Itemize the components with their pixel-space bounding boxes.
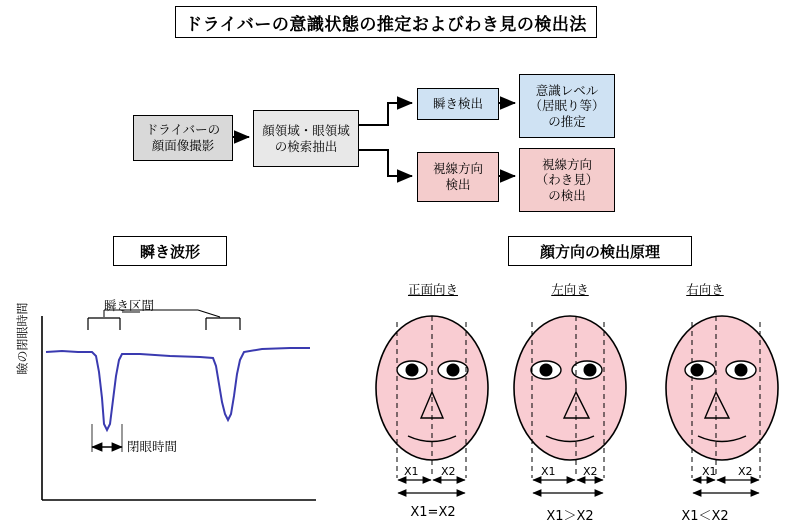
face-relation-front: X1=X2 bbox=[410, 505, 456, 520]
flow-box-level-line3: の推定 bbox=[548, 113, 586, 129]
face-relation-left: X1＞X2 bbox=[546, 509, 594, 524]
face-left-x2-label: X2 bbox=[583, 465, 598, 478]
flow-box-gaze-line2: 検出 bbox=[445, 177, 471, 192]
face-front bbox=[376, 316, 488, 493]
face-front-x2-label: X2 bbox=[441, 465, 456, 478]
face-title-front: 正面向き bbox=[407, 282, 458, 297]
chart-y-axis-label: 瞼の閉眼時間 bbox=[15, 302, 30, 375]
flow-box-gazedir-line1: 視線方向 bbox=[541, 156, 592, 172]
waveform-line bbox=[46, 348, 310, 430]
flow-box-capture bbox=[133, 115, 233, 161]
flow-box-gazedir-line3: の検出 bbox=[548, 187, 586, 203]
section-header-face-principle bbox=[508, 236, 692, 266]
page-title-text: ドライバーの意識状態の推定およびわき見の検出法 bbox=[185, 14, 587, 35]
face-left bbox=[514, 316, 626, 493]
face-right-x2-label: X2 bbox=[738, 465, 753, 478]
face-right-x1-label: X1 bbox=[702, 465, 717, 478]
flow-box-capture-line1: ドライバーの bbox=[145, 122, 221, 138]
face-front-x1-label: X1 bbox=[404, 465, 419, 478]
flow-box-extract bbox=[253, 110, 359, 167]
page-title bbox=[175, 6, 597, 38]
close-time-arrow bbox=[92, 424, 122, 452]
chart-label-close-time: 閉眼時間 bbox=[127, 439, 178, 454]
section-header-face-principle-text: 顔方向の検出原理 bbox=[539, 242, 660, 261]
blink-waveform-chart bbox=[42, 310, 316, 500]
flow-box-level-line2: （居眠り等） bbox=[529, 98, 605, 114]
flow-box-consciousness-level bbox=[519, 74, 615, 138]
section-header-blink-waveform-text: 瞬き波形 bbox=[139, 242, 200, 261]
flow-box-gaze-direction bbox=[519, 148, 615, 212]
flow-box-gaze-line1: 視線方向 bbox=[432, 161, 483, 177]
flow-box-blink-label: 瞬き検出 bbox=[432, 96, 483, 112]
flow-box-level-line1: 意識レベル bbox=[535, 82, 599, 98]
flow-box-capture-line2: 顔面像撮影 bbox=[151, 138, 215, 153]
face-title-left: 左向き bbox=[551, 282, 589, 297]
flow-box-gazedir-line2: （わき見） bbox=[535, 172, 599, 188]
flow-box-extract-line2: の検索抽出 bbox=[274, 138, 338, 154]
chart-label-blink-interval: 瞬き区間 bbox=[104, 298, 155, 313]
flow-box-extract-line1: 顔領域・眼領域 bbox=[262, 122, 350, 138]
section-header-blink-waveform bbox=[113, 236, 227, 266]
flow-box-blink-detection bbox=[417, 88, 499, 120]
flow-box-gaze-detection bbox=[417, 152, 499, 202]
face-relation-right: X1＜X2 bbox=[681, 509, 729, 524]
face-title-right: 右向き bbox=[686, 282, 724, 297]
face-right bbox=[666, 316, 778, 493]
face-left-x1-label: X1 bbox=[541, 465, 556, 478]
